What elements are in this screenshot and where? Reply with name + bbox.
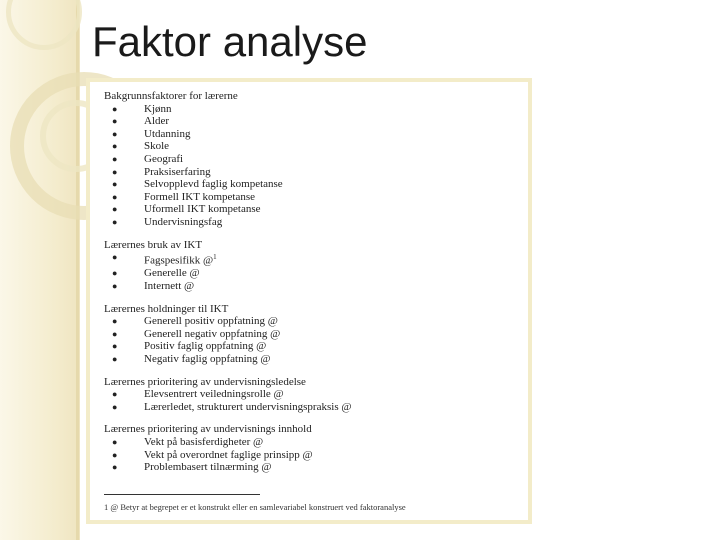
list-item	[104, 353, 514, 366]
bullet-icon: ●	[112, 252, 118, 263]
list-item-text: Fagspesifikk @	[144, 254, 214, 267]
list-item-text: Positiv faglig oppfatning @	[144, 340, 267, 353]
footnote-text: 1 @ Betyr at begrepet er et konstrukt eller en samlevariabel konstruert ved faktoranalyse	[104, 502, 406, 512]
bullet-icon: ●	[112, 436, 118, 447]
list-item-text: Skole	[144, 140, 170, 153]
list-item	[104, 461, 514, 474]
section-list	[104, 251, 514, 292]
bullet-icon: ●	[112, 328, 118, 339]
document-image-frame	[86, 78, 532, 524]
list-item-text: Vekt på overordnet faglige prinsipp @	[144, 448, 313, 461]
list-item-text: Formell IKT kompetanse	[144, 190, 255, 203]
list-item	[104, 401, 514, 414]
list-item	[104, 166, 514, 179]
list-item-text: Generell negativ oppfatning @	[144, 327, 281, 340]
bullet-icon: ●	[112, 316, 118, 327]
list-item	[104, 153, 514, 166]
bullet-icon: ●	[112, 401, 118, 412]
section-heading: Lærernes holdninger til IKT	[104, 302, 229, 315]
list-item-text: Utdanning	[144, 127, 191, 140]
bullet-icon: ●	[112, 191, 118, 202]
list-item-text: Alder	[144, 115, 170, 128]
list-item	[104, 103, 514, 116]
list-item-text: Praksiserfaring	[144, 165, 211, 178]
list-item-text: Elevsentrert veiledningsrolle @	[144, 388, 284, 401]
section-heading: Lærernes prioritering av undervisnings innhold	[104, 423, 312, 436]
list-item-text: Selvopplevd faglig kompetanse	[144, 178, 283, 191]
document-body	[104, 90, 514, 484]
list-item	[104, 280, 514, 293]
bullet-icon: ●	[112, 116, 118, 127]
list-item-text: Problembasert tilnærming @	[144, 461, 272, 474]
bullet-icon: ●	[112, 141, 118, 152]
footnote-separator	[104, 494, 260, 495]
list-item	[104, 340, 514, 353]
section-list	[104, 315, 514, 365]
list-item-text: Lærerledet, strukturert undervisningspraksis @	[144, 400, 352, 413]
list-item	[104, 140, 514, 153]
section-heading: Lærernes bruk av IKT	[104, 238, 203, 251]
bullet-icon: ●	[112, 341, 118, 352]
section-heading: Bakgrunnsfaktorer for lærerne	[104, 90, 238, 102]
list-item	[104, 388, 514, 401]
list-item-text: Internett @	[144, 279, 195, 292]
list-item-text: Geografi	[144, 152, 184, 165]
footnote-marker: 1	[213, 253, 217, 262]
bullet-icon: ●	[112, 166, 118, 177]
list-item-text: Negativ faglig oppfatning @	[144, 352, 271, 365]
bullet-icon: ●	[112, 268, 118, 279]
bullet-icon: ●	[112, 389, 118, 400]
bullet-icon: ●	[112, 128, 118, 139]
bullet-icon: ●	[112, 449, 118, 460]
list-item	[104, 115, 514, 128]
list-item	[104, 251, 514, 267]
section-heading: Lærernes prioritering av undervisningsledelse	[104, 375, 306, 388]
list-item	[104, 328, 514, 341]
document-page	[90, 82, 528, 520]
bullet-icon: ●	[112, 153, 118, 164]
bullet-icon: ●	[112, 353, 118, 364]
list-item-text: Undervisningsfag	[144, 215, 223, 228]
list-item-text: Uformell IKT kompetanse	[144, 203, 261, 216]
bullet-icon: ●	[112, 179, 118, 190]
list-item	[104, 203, 514, 216]
bullet-icon: ●	[112, 103, 118, 114]
bullet-icon: ●	[112, 204, 118, 215]
bullet-icon: ●	[112, 462, 118, 473]
list-item	[104, 191, 514, 204]
list-item-text: Generell positiv oppfatning @	[144, 315, 278, 328]
list-item	[104, 436, 514, 449]
bullet-icon: ●	[112, 280, 118, 291]
list-item	[104, 449, 514, 462]
list-item-text: Kjønn	[144, 102, 172, 115]
list-item	[104, 178, 514, 191]
slide-title: Faktor analyse	[92, 18, 368, 65]
list-item-text: Vekt på basisferdigheter @	[144, 435, 264, 448]
section-list	[104, 436, 514, 474]
bullet-icon: ●	[112, 216, 118, 227]
section-list	[104, 103, 514, 229]
list-item	[104, 267, 514, 280]
list-item	[104, 128, 514, 141]
section-list	[104, 388, 514, 413]
list-item	[104, 315, 514, 328]
list-item-text: Generelle @	[144, 267, 200, 280]
list-item	[104, 216, 514, 229]
